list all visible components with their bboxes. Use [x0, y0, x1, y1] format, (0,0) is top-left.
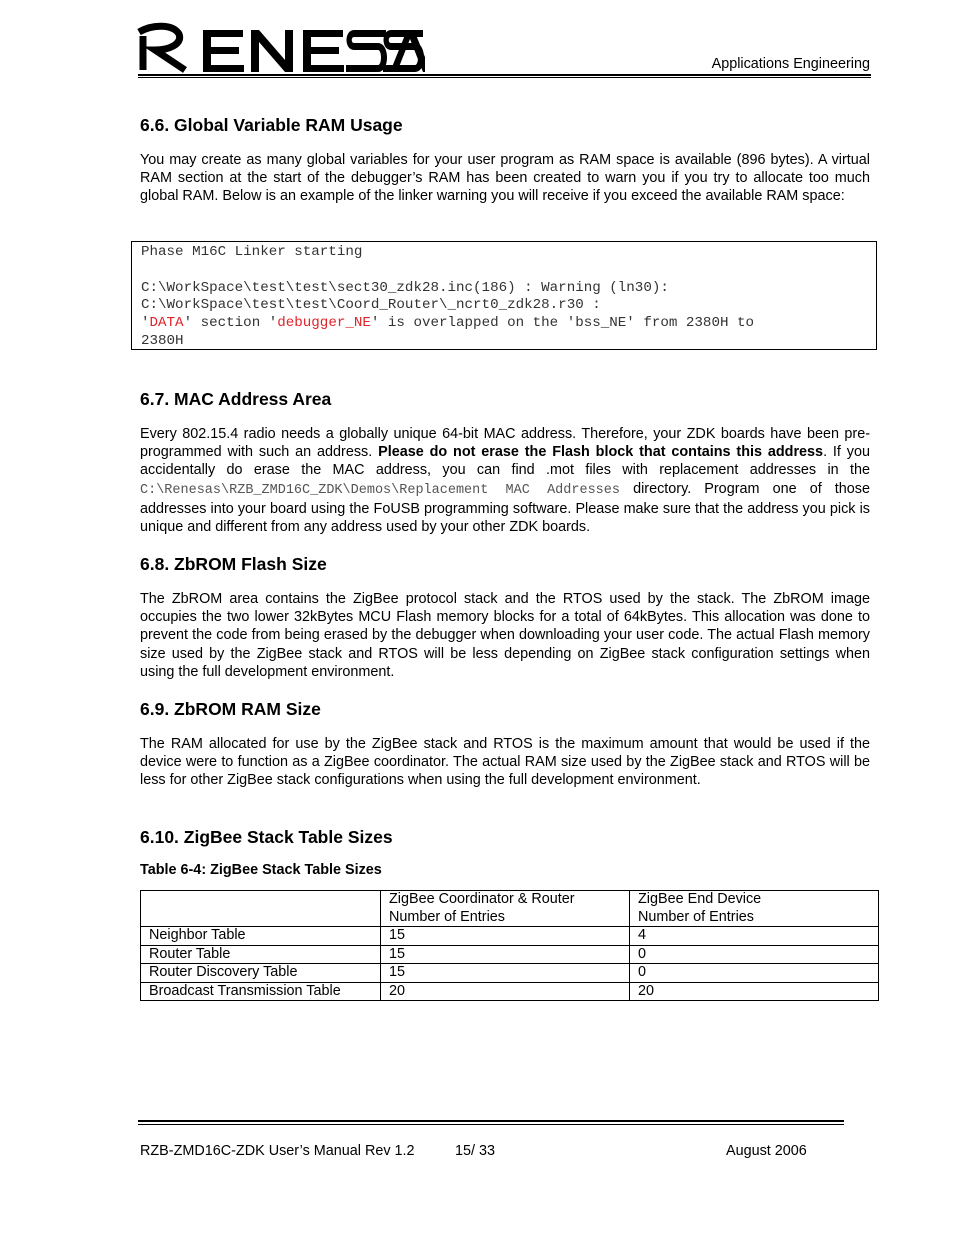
row-end-device-entries: 0	[630, 964, 879, 983]
header-end-device-line2: Number of Entries	[638, 908, 754, 925]
code-data-keyword: DATA	[149, 315, 184, 332]
row-name: Router Table	[141, 945, 381, 964]
linker-warning-code-block	[131, 241, 877, 350]
mac-text-2: . If you accidentally do erase the MAC address, you can find .mot files with replacement addresses in the	[140, 444, 870, 479]
header-end-device-line1: ZigBee End Device	[638, 891, 762, 907]
section-6-8-paragraph: The ZbROM area contains the ZigBee protocol stack and the RTOS used by the stack. The ZbROM image occupies the two lower 32kBytes MCU Flash memory blocks for a total of 64kBytes. This allocation was done to prevent the code from being erased by the debugger when downloading your user code. The actual Flash memory size used by the ZigBee stack and RTOS will be less depending on ZigBee stack configuration settings when using the full development environment.	[140, 591, 870, 680]
section-title-6-6: 6.6. Global Variable RAM Usage	[140, 115, 403, 135]
section-6-7-paragraph	[140, 425, 870, 536]
row-name: Neighbor Table	[141, 927, 381, 946]
table-header-row	[141, 891, 879, 927]
section-title-6-8: 6.8. ZbROM Flash Size	[140, 554, 327, 574]
row-coordinator-entries: 15	[381, 927, 630, 946]
code-debugger-keyword: debugger_NE	[277, 315, 371, 332]
row-coordinator-entries: 20	[381, 982, 630, 1001]
code-line-5: 2380H	[141, 332, 184, 349]
section-title-6-10: 6.10. ZigBee Stack Table Sizes	[140, 827, 393, 847]
table-row	[141, 982, 879, 1001]
code-line-2: C:\WorkSpace\test\test\sect30_zdk28.inc(186) : Warning (ln30):	[141, 279, 669, 296]
renesas-logo	[133, 22, 425, 74]
footer-date: August 2006	[726, 1143, 807, 1159]
mac-directory-path: C:\Renesas\RZB_ZMD16C_ZDK\Demos\Replacement MAC Addresses	[140, 482, 620, 498]
code-section-text: ' section '	[183, 315, 278, 332]
footer-rule	[138, 1120, 844, 1122]
section-title-6-7: 6.7. MAC Address Area	[140, 389, 332, 409]
mac-text-3: directory. Program one of those addresses into your board using the FoUSB programming software. Please make sure that the address you pick is unique and different from any address used by your other ZDK boards.	[140, 480, 870, 536]
header-rule-thin	[138, 77, 871, 78]
header-department: Applications Engineering	[711, 56, 870, 72]
header-coordinator-line2: Number of Entries	[389, 908, 505, 925]
code-line-1: Phase M16C Linker starting	[141, 244, 363, 260]
row-coordinator-entries: 15	[381, 945, 630, 964]
table-header-end-device	[630, 891, 879, 927]
mac-text-1: Every 802.15.4 radio needs a globally unique 64-bit MAC address. Therefore, your ZDK boards have been pre-programmed with such an address.	[140, 426, 870, 461]
header-rule	[138, 74, 871, 76]
row-name: Broadcast Transmission Table	[141, 982, 381, 1001]
table-row	[141, 927, 879, 946]
table-row	[141, 945, 879, 964]
section-6-6-paragraph: You may create as many global variables for your user program as RAM space is available (896 bytes). A virtual RAM section at the start of the debugger’s RAM has been created to warn you if you try to allocate too much global RAM. Below is an example of the linker warning you will receive if you exceed the available RAM space:	[140, 152, 870, 205]
footer-rule-thin	[138, 1124, 844, 1125]
header-coordinator-line1: ZigBee Coordinator & Router	[389, 891, 575, 907]
row-end-device-entries: 0	[630, 945, 879, 964]
row-end-device-entries: 4	[630, 927, 879, 946]
row-end-device-entries: 20	[630, 982, 879, 1001]
footer-page-number: 15/ 33	[455, 1143, 496, 1159]
code-overlap-text: ' is overlapped on the 'bss_NE' from 2380H to	[370, 315, 755, 332]
row-coordinator-entries: 15	[381, 964, 630, 983]
table-caption: Table 6-4: ZigBee Stack Table Sizes	[140, 862, 382, 878]
table-row	[141, 964, 879, 983]
code-line-3: C:\WorkSpace\test\test\Coord_Router\_ncrt0_zdk28.r30 :	[141, 297, 601, 314]
code-quote: '	[141, 315, 150, 332]
footer-manual-title: RZB-ZMD16C-ZDK User’s Manual Rev 1.2	[140, 1143, 415, 1159]
section-6-9-paragraph: The RAM allocated for use by the ZigBee stack and RTOS is the maximum amount that would be used if the device were to function as a ZigBee coordinator. The actual RAM size used by the ZigBee stack and RTOS will be less for other ZigBee stack configurations when using the full development environment.	[140, 736, 870, 789]
zigbee-stack-table	[140, 890, 879, 1001]
table-header-empty	[141, 891, 381, 927]
row-name: Router Discovery Table	[141, 964, 381, 983]
table-header-coordinator	[381, 891, 630, 927]
section-title-6-9: 6.9. ZbROM RAM Size	[140, 699, 321, 719]
mac-warning-bold: Please do not erase the Flash block that contains this address	[378, 444, 824, 461]
